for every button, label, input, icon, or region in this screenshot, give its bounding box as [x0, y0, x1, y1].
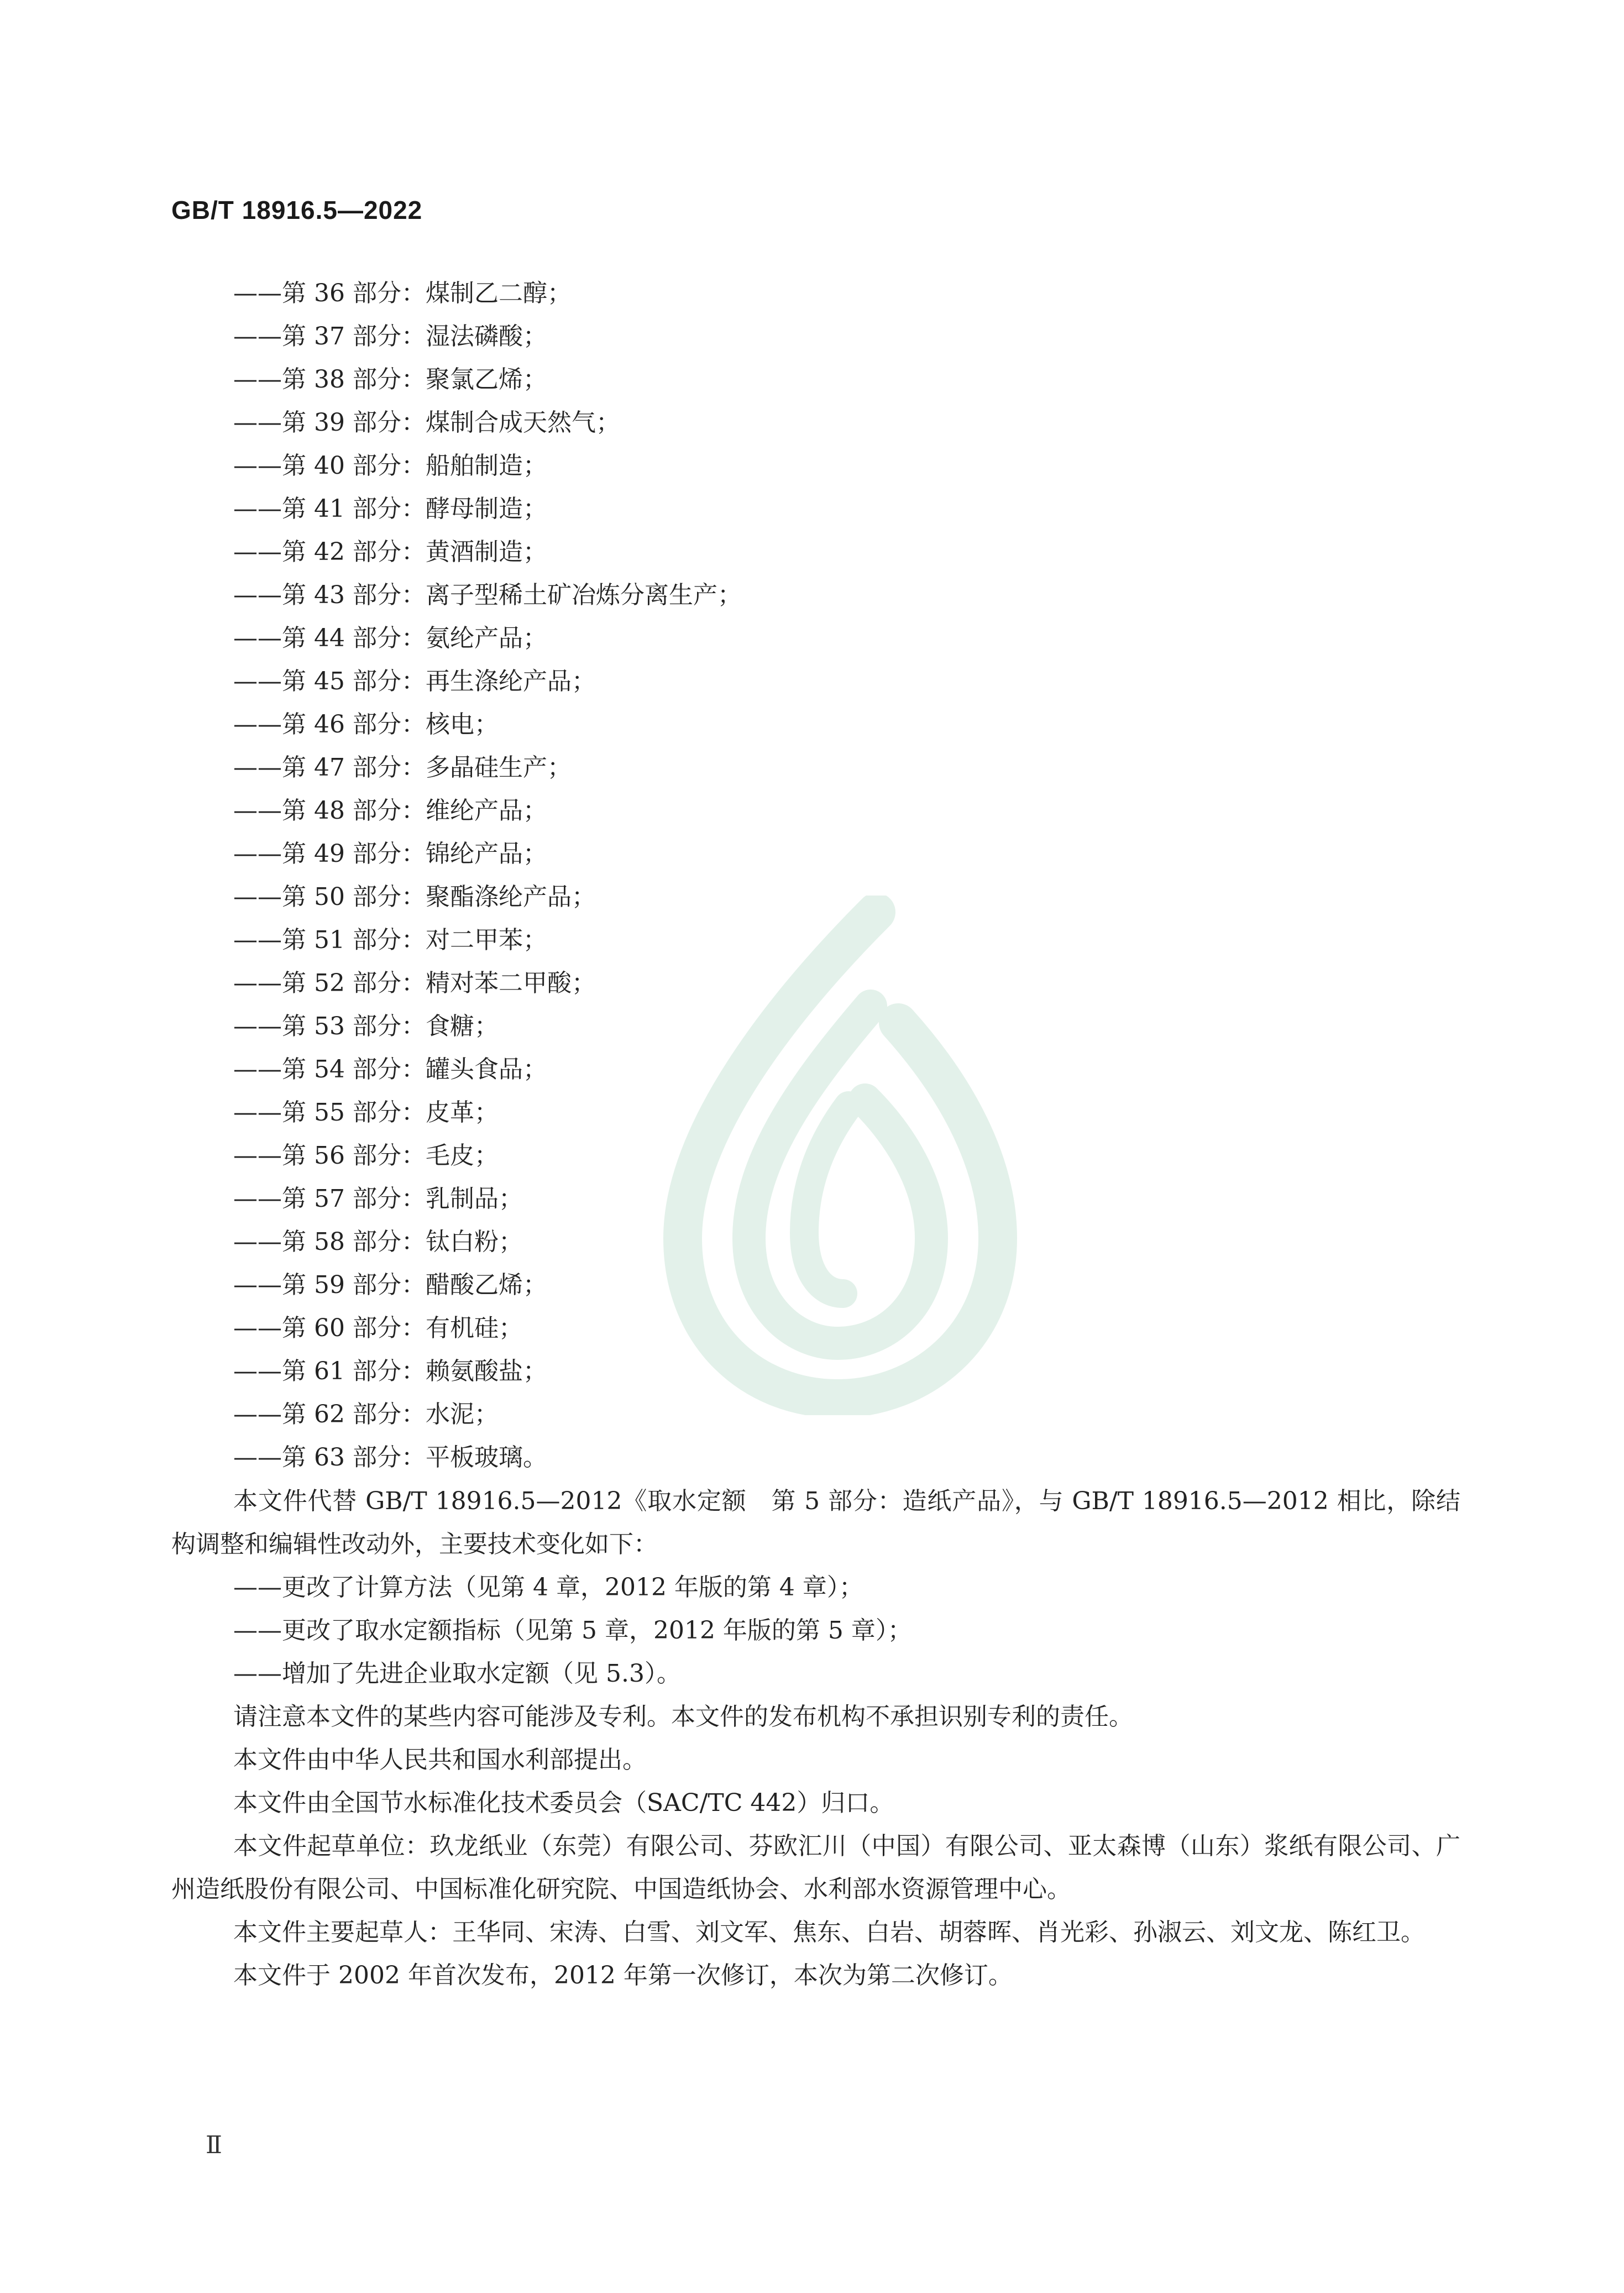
list-item: ——第 55 部分：皮革； — [233, 1098, 499, 1127]
list-item: ——第 44 部分：氨纶产品； — [233, 624, 547, 652]
list-item: ——第 63 部分：平板玻璃。 — [233, 1443, 547, 1472]
list-item: ——第 58 部分：钛白粉； — [233, 1228, 523, 1256]
list-item: ——第 48 部分：维纶产品； — [233, 797, 547, 825]
list-item: ——第 36 部分：煤制乙二醇； — [233, 279, 572, 307]
list-item: ——第 51 部分：对二甲苯； — [233, 926, 547, 954]
list-item: ——第 41 部分：酵母制造； — [233, 495, 547, 523]
list-item: ——第 40 部分：船舶制造； — [233, 452, 547, 480]
list-item: ——第 53 部分：食糖； — [233, 1012, 499, 1040]
proposed-by: 本文件由中华人民共和国水利部提出。 — [233, 1746, 647, 1774]
drafters: 本文件主要起草人：王华同、宋涛、白雪、刘文军、焦东、白岩、胡蓉晖、肖光彩、孙淑云、刘文龙、陈红卫。 — [233, 1918, 1425, 1946]
replacement-paragraph: 本文件代替 GB/T 18916.5—2012《取水定额 第 5 部分：造纸产品》，与 GB/T 18916.5—2012 相比，除结构调整和编辑性改动外，主要技术变化如下： — [171, 1487, 1460, 1558]
drafting-units: 本文件起草单位：玖龙纸业（东莞）有限公司、芬欧汇川（中国）有限公司、亚太森博（山东）浆纸有限公司、广州造纸股份有限公司、中国标准化研究院、中国造纸协会、水利部水资源管理中心。 — [171, 1832, 1460, 1903]
centralized-by: 本文件由全国节水标准化技术委员会（SAC/TC 442）归口。 — [233, 1789, 894, 1817]
list-item: ——第 62 部分：水泥； — [233, 1400, 499, 1428]
change-item: ——更改了计算方法（见第 4 章，2012 年版的第 4 章）； — [233, 1573, 863, 1601]
list-item: ——第 57 部分：乳制品； — [233, 1185, 523, 1213]
standard-code-header: GB/T 18916.5—2022 — [171, 196, 423, 224]
patent-note: 请注意本文件的某些内容可能涉及专利。本文件的发布机构不承担识别专利的责任。 — [233, 1703, 1133, 1731]
list-item: ——第 54 部分：罐头食品； — [233, 1055, 547, 1083]
list-item: ——第 61 部分：赖氨酸盐； — [233, 1357, 547, 1385]
list-item: ——第 56 部分：毛皮； — [233, 1142, 499, 1170]
change-item: ——增加了先进企业取水定额（见 5.3）。 — [233, 1659, 681, 1688]
list-item: ——第 46 部分：核电； — [233, 710, 499, 739]
list-item: ——第 50 部分：聚酯涤纶产品； — [233, 883, 596, 911]
list-item: ——第 38 部分：聚氯乙烯； — [233, 365, 547, 394]
publication-history: 本文件于 2002 年首次发布，2012 年第一次修订，本次为第二次修订。 — [233, 1961, 1013, 1990]
list-item: ——第 47 部分：多晶硅生产； — [233, 753, 572, 782]
list-item: ——第 49 部分：锦纶产品； — [233, 840, 547, 868]
list-item: ——第 60 部分：有机硅； — [233, 1314, 523, 1342]
list-item: ——第 45 部分：再生涤纶产品； — [233, 667, 596, 695]
list-item: ——第 59 部分：醋酸乙烯； — [233, 1271, 547, 1299]
list-item: ——第 52 部分：精对苯二甲酸； — [233, 969, 596, 997]
parts-list — [233, 272, 1505, 1479]
list-item: ——第 42 部分：黄酒制造； — [233, 538, 547, 566]
list-item: ——第 43 部分：离子型稀土矿冶炼分离生产； — [233, 581, 742, 609]
change-item: ——更改了取水定额指标（见第 5 章，2012 年版的第 5 章）； — [233, 1616, 912, 1645]
foreword-body — [171, 1480, 1460, 1997]
list-item: ——第 39 部分：煤制合成天然气； — [233, 409, 620, 437]
list-item: ——第 37 部分：湿法磷酸； — [233, 322, 547, 350]
page-number: Ⅱ — [206, 2131, 222, 2159]
